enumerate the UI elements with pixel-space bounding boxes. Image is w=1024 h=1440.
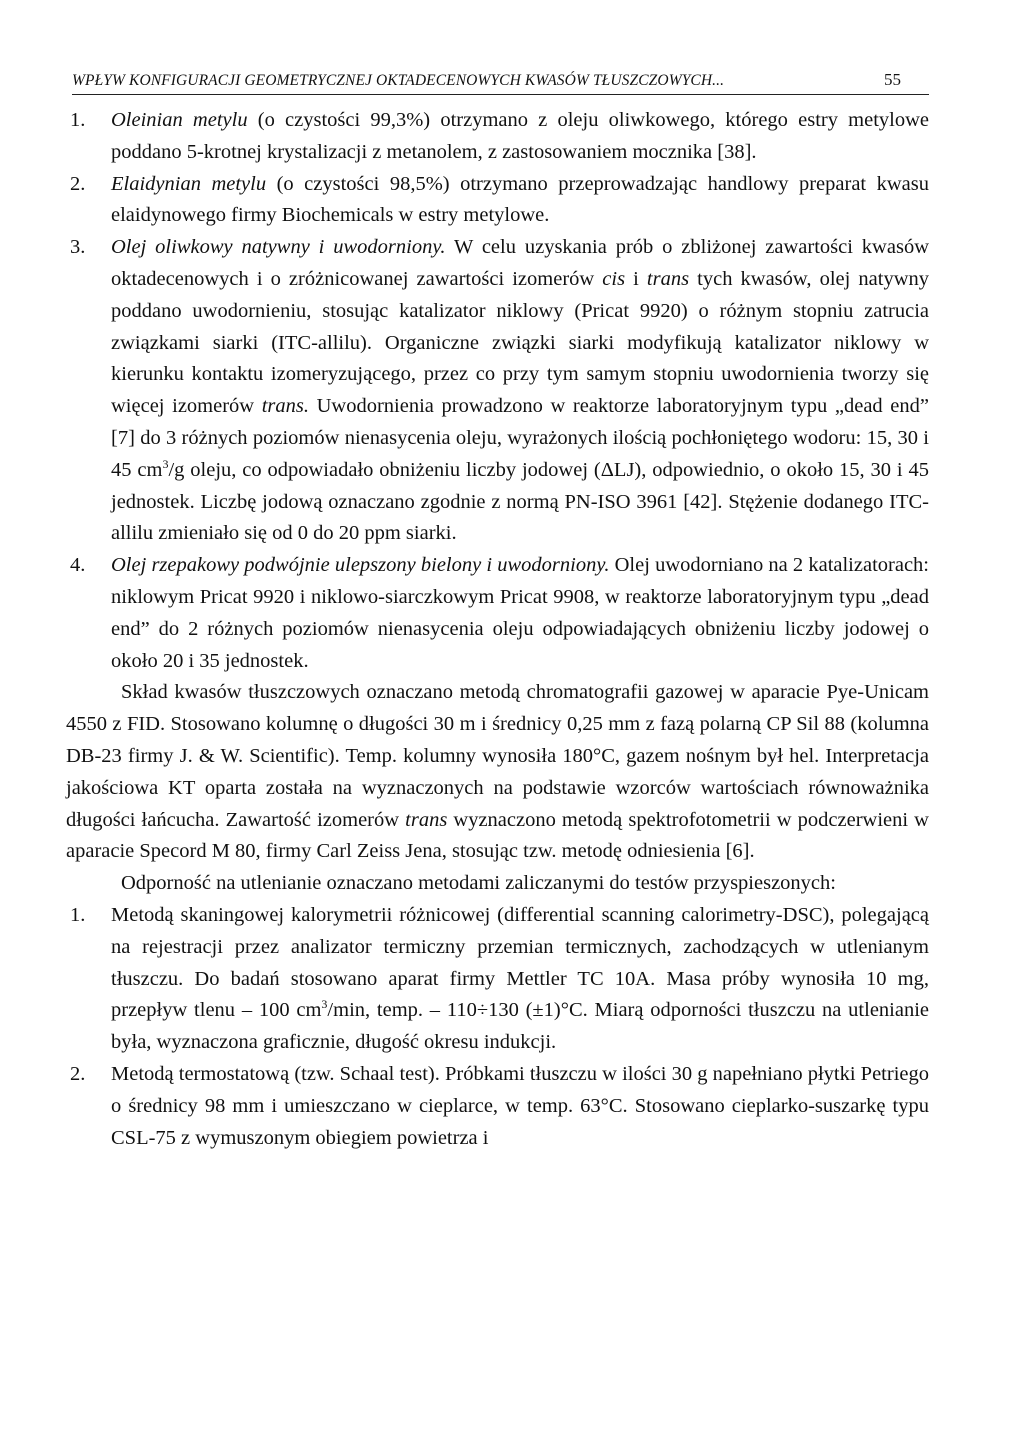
item-text: i [625,267,647,290]
list-number: 3. [70,236,86,259]
paragraph-term-trans: trans [405,808,448,831]
list-item [64,550,929,677]
item-text: (o czystości 99,3%) otrzymano z oleju oliwkowego, którego estry metylowe poddano 5-krotnej krystalizacji z metanolem, z zastosowaniem mocznika [38]. [111,109,929,163]
list-number: 4. [70,554,86,577]
item-term-trans: trans. [261,395,309,418]
item-term-trans: trans [646,267,690,290]
methods-list [64,900,929,1154]
paragraph-text: Skład kwasów tłuszczowych oznaczano metodą chromatografii gazowej w aparacie Pye-Unicam 4550 z FID. Stosowano kolumnę o długości 30 m i średnicy 0,25 mm z fazą polarną CP Sil 88 (kolumna DB-23 firmy J. & W. Scientific). Temp. kolumny wynosiła 180°C, gazem nośnym był hel. Interpretacja jakościowa KT oparta została na wyznaczonych na podstawie wzorców wartościach równoważnika długości łańcucha. Zawartość izomerów [66,681,929,831]
item-text: /g oleju, co odpowiadało obniżeniu liczby jodowej (ΔLJ), odpowiednio, o około 15, 30 i 45 jednostek. Liczbę jodową oznaczano zgodnie z normą PN-ISO 3961 [42]. Stężenie dodanego ITC-allilu zmieniało się od 0 do 20 ppm siarki. [111,458,930,545]
list-item [64,1059,929,1154]
page-number: 55 [884,70,901,89]
paragraph-fatty-acids [64,677,929,868]
item-text: Olej uwodorniano na 2 katalizatorach: niklowym Pricat 9920 i niklowo-siarczkowym Pricat 9908, w reaktorze laboratoryjnym typu „dead end” do 2 różnych poziomów nienasycenia oleju odpowiadających obniżeniu liczby jodowej o około 20 i 35 jednostek. [111,554,929,672]
item-text: tych kwasów, olej natywny poddano uwodornieniu, stosując katalizator niklowy (Pricat 9920) o różnym stopniu zatrucia związkami siarki (ITC-allilu). Organiczne związki siarki modyfikują katalizator niklowy w kierunku kontaktu izomeryzującego, przez co przy tym samym stopniu uwodornienia tworzy się więcej izomerów [111,267,929,418]
superscript: 3 [162,456,169,471]
item-text: Metodą termostatową (tzw. Schaal test). Próbkami tłuszczu w ilości 30 g napełniano płytki Petriego o średnicy 98 mm i umieszczano w cieplarce, w temp. 63°C. Stosowano cieplarko-suszarkę typu CSL-75 z wymuszonym obiegiem powietrza i [111,1062,929,1149]
item-title: Oleinian metylu [111,109,248,131]
body-text [64,105,929,1154]
list-item [64,169,929,233]
list-number: 1. [70,109,86,131]
list-item [64,105,929,169]
item-text: Uwodornienia prowadzono w reaktorze laboratoryjnym typu „dead end” [7] do 3 różnych poziomów nienasycenia oleju, wyrażonych ilością pochłoniętego wodoru: 15, 30 i 45 cm [111,395,929,481]
item-title: Elaidynian metylu [111,172,267,195]
list-number: 2. [70,1062,86,1085]
list-number: 1. [70,903,86,926]
item-term-cis: cis [602,267,626,290]
superscript: 3 [321,997,328,1012]
item-text: W celu uzyskania prób o zbliżonej zawartości kwasów oktadecenowych i o zróżnicowanej zawartości izomerów [111,236,929,290]
list-item [64,232,929,550]
item-text: /min, temp. – 110÷130 (±1)°C. Miarą odporności tłuszczu na utlenianie była, wyznaczona graficznie, długość okresu indukcji. [111,999,930,1054]
list-item [64,900,929,1059]
item-title: Olej oliwkowy natywny i uwodorniony. [111,236,446,259]
item-text: Metodą skaningowej kalorymetrii różnicowej (differential scanning calorimetry-DSC), polegającą na rejestracji przez analizator termiczny przemian termicznych, zachodzących w utlenianym tłuszczu. Do badań stosowano aparat firmy Mettler TC 10A. Masa próby wynosiła 10 mg, przepływ tlenu – 100 cm [111,903,929,1022]
paragraph-text: wyznaczono metodą spektrofotometrii w podczerwieni w aparacie Specord M 80, firmy Carl Zeiss Jena, stosując tzw. metodę odniesienia [6]. [66,808,929,863]
running-title: WPŁYW KONFIGURACJI GEOMETRYCZNEJ OKTADECENOWYCH KWASÓW TŁUSZCZOWYCH... [72,72,725,89]
item-text: (o czystości 98,5%) otrzymano przeprowadzając handlowy preparat kwasu elaidynowego firmy Biochemicals w estry metylowe. [111,172,929,227]
paragraph-oxidation: Odporność na utlenianie oznaczano metodami zaliczanymi do testów przyspieszonych: [121,872,836,895]
item-title: Olej rzepakowy podwójnie ulepszony bielony i uwodorniony. [111,554,610,577]
materials-list [64,105,929,677]
list-number: 2. [70,172,86,195]
running-header [72,70,929,95]
